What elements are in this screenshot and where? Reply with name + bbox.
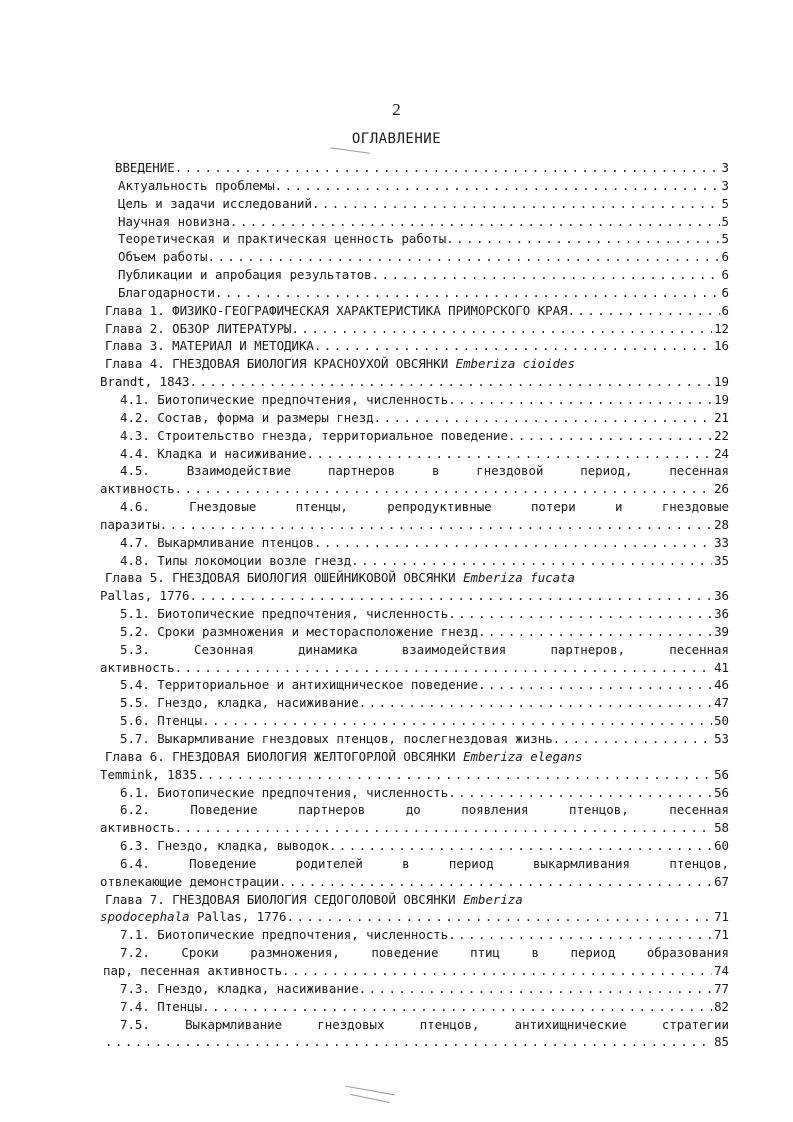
toc-entry[interactable] [100, 213, 729, 231]
toc-entry[interactable] [100, 534, 729, 552]
species-name: Emberiza fucata [463, 570, 575, 586]
toc-entry-text: 4.6. Гнездовые птенцы, репродуктивные потери и гнездовые [120, 499, 729, 515]
toc-entry-text: 6.2. Поведение партнеров до появления птенцов, песенная [120, 802, 729, 818]
toc-entry[interactable] [100, 926, 729, 944]
toc-chapter-3[interactable] [100, 337, 729, 355]
toc-entry-cont[interactable] [100, 819, 729, 837]
toc-entry-page: 3 [721, 177, 729, 193]
toc-entry-text: 6.1. Биотопические предпочтения, численность [120, 784, 449, 800]
toc-entry-text: 5.7. Выкармливание гнездовых птенцов, послегнездовая жизнь [120, 731, 553, 746]
toc-entry[interactable] [100, 676, 729, 694]
toc-entry-page: 5 [721, 231, 729, 247]
toc-entry-text: отвлекающие демонстрации [100, 873, 280, 889]
toc-entry-page: 36 [714, 606, 729, 622]
toc-entry-multiline[interactable] [100, 944, 729, 962]
table-of-contents [100, 159, 729, 1051]
toc-entry-page: 26 [714, 481, 729, 497]
toc-entry-page: 58 [714, 820, 729, 836]
toc-entry-page: 71 [714, 909, 729, 925]
toc-entry[interactable] [100, 712, 729, 730]
toc-chapter-4-cont[interactable] [100, 373, 729, 391]
toc-entry-text: 7.4. Птенцы [120, 998, 203, 1014]
toc-entry-page: 60 [714, 838, 729, 854]
toc-entry-cont[interactable] [100, 516, 729, 534]
toc-entry-text: 4.1. Биотопические предпочтения, численность [120, 391, 449, 407]
toc-entry-text: Temmink, 1835 [100, 766, 197, 782]
toc-entry-page: 74 [714, 962, 729, 978]
toc-entry-text: Благодарности [118, 284, 215, 300]
toc-entry-page: 39 [714, 623, 729, 639]
toc-entry-text: Научная новизна [118, 213, 230, 229]
toc-entry[interactable] [100, 605, 729, 623]
toc-entry-text: 4.8. Типы локомоции возле гнезд [120, 552, 352, 568]
toc-entry-page: 33 [714, 534, 729, 550]
toc-entry-page: 77 [714, 980, 729, 996]
toc-entry-text: Глава 4. ГНЕЗДОВАЯ БИОЛОГИЯ КРАСНОУХОЙ ОВСЯНКИ [105, 356, 449, 372]
toc-entry[interactable] [100, 391, 729, 409]
toc-entry-text: Глава 1. ФИЗИКО-ГЕОГРАФИЧЕСКАЯ ХАРАКТЕРИСТИКА ПРИМОРСКОГО КРАЯ [105, 302, 568, 318]
toc-entry-page: 71 [714, 927, 729, 943]
toc-entry-text: 5.6. Птенцы [120, 713, 203, 729]
toc-entry-text: Pallas, 1776 [197, 909, 287, 925]
toc-entry-text: 5.3. Сезонная динамика взаимодействия партнеров, песенная [120, 641, 729, 657]
toc-entry-page: 6 [721, 249, 729, 265]
toc-chapter-7[interactable] [100, 891, 729, 909]
toc-entry-page: 19 [714, 374, 729, 390]
toc-entry-cont[interactable] [100, 873, 729, 891]
toc-entry-text: 6.3. Гнездо, кладка, выводок [120, 838, 329, 854]
toc-entry-page: 12 [714, 320, 729, 336]
species-name: Emberiza [463, 891, 523, 907]
toc-entry-text: 6.4. Поведение родителей в период выкармливания птенцов, [120, 855, 729, 871]
toc-entry-text: 4.3. Строительство гнезда, территориальное поведение [120, 427, 508, 443]
toc-entry-text: Глава 2. ОБЗОР ЛИТЕРАТУРЫ [105, 320, 292, 336]
toc-chapter-2[interactable] [100, 320, 729, 338]
toc-entry-text: Цель и задачи исследований [118, 195, 312, 211]
toc-chapter-4[interactable] [100, 355, 729, 373]
toc-entry-multiline[interactable] [100, 641, 729, 659]
toc-entry[interactable] [100, 694, 729, 712]
toc-entry-multiline[interactable] [100, 462, 729, 480]
toc-entry-page: 5 [721, 213, 729, 229]
toc-entry-text: Pallas, 1776 [100, 588, 190, 604]
scan-artifact [330, 147, 370, 154]
toc-entry[interactable] [100, 623, 729, 641]
toc-entry-text: 7.5. Выкармливание гнездовых птенцов, антихищнические стратегии [120, 1016, 729, 1032]
toc-chapter-1[interactable] [100, 302, 729, 320]
species-name: Emberiza cioides [455, 356, 575, 372]
toc-chapter-6-cont[interactable] [100, 766, 729, 784]
toc-entry[interactable] [100, 730, 729, 748]
toc-chapter-6[interactable] [100, 748, 729, 766]
toc-entry-page: 85 [714, 1034, 729, 1050]
toc-entry-text: 5.1. Биотопические предпочтения, численность [120, 606, 449, 622]
toc-entry-page: 41 [714, 659, 729, 675]
toc-entry-page: 82 [714, 998, 729, 1014]
toc-entry[interactable] [100, 552, 729, 570]
toc-entry-text: пар, песенная активность [103, 962, 283, 978]
toc-entry-page: 6 [721, 284, 729, 300]
toc-entry-page: 35 [714, 552, 729, 568]
toc-entry-cont[interactable] [100, 962, 729, 980]
toc-entry-text: 4.5. Взаимодействие партнеров в гнездовой период, песенная [120, 463, 729, 479]
toc-entry-text: 5.4. Территориальное и антихищническое поведение [120, 677, 479, 693]
toc-entry[interactable] [100, 998, 729, 1016]
toc-entry-text: 7.3. Гнездо, кладка, насиживание [120, 980, 359, 996]
toc-entry-text: паразиты [100, 516, 160, 532]
species-name: Emberiza elegans [463, 748, 583, 764]
toc-chapter-5[interactable] [100, 569, 729, 587]
toc-entry[interactable] [100, 230, 729, 248]
toc-entry-multiline[interactable] [100, 855, 729, 873]
species-name: spodocephala [100, 909, 190, 925]
toc-chapter-7-cont[interactable] [100, 908, 729, 926]
page-number: 2 [392, 100, 401, 119]
toc-entry-text: Теоретическая и практическая ценность работы [118, 231, 447, 247]
toc-entry-cont[interactable] [100, 480, 729, 498]
toc-entry-page: 28 [714, 516, 729, 532]
toc-entry-text: Объем работы [118, 249, 208, 265]
toc-entry-multiline[interactable] [100, 498, 729, 516]
toc-entry-multiline[interactable] [100, 801, 729, 819]
toc-entry-page: 56 [714, 784, 729, 800]
toc-entry-text: 4.2. Состав, форма и размеры гнезд [120, 409, 374, 425]
toc-entry-text: Глава 3. МАТЕРИАЛ И МЕТОДИКА [105, 338, 314, 354]
toc-entry[interactable] [100, 266, 729, 284]
toc-entry-text: ВВЕДЕНИЕ [115, 160, 175, 175]
toc-entry-page: 21 [714, 409, 729, 425]
toc-entry-page: 56 [714, 766, 729, 782]
toc-entry-page: 47 [714, 695, 729, 711]
toc-entry[interactable] [100, 427, 729, 445]
toc-entry[interactable] [100, 195, 729, 213]
scan-artifact [350, 1094, 389, 1103]
toc-entry[interactable] [100, 980, 729, 998]
toc-entry-page: 53 [714, 731, 729, 746]
toc-entry-page: 67 [714, 873, 729, 889]
toc-entry-text: 7.1. Биотопические предпочтения, численность [120, 927, 449, 943]
toc-entry-text: Глава 5. ГНЕЗДОВАЯ БИОЛОГИЯ ОШЕЙНИКОВОЙ ОВСЯНКИ [105, 570, 456, 586]
toc-entry[interactable] [100, 445, 729, 463]
toc-entry-page: 16 [714, 338, 729, 354]
toc-entry[interactable] [100, 837, 729, 855]
toc-title: ОГЛАВЛЕНИЕ [351, 131, 442, 147]
toc-entry-text: 4.4. Кладка и насиживание [120, 445, 307, 461]
toc-entry-page: 5 [721, 195, 729, 211]
toc-entry-page: 24 [714, 445, 729, 461]
toc-entry-cont[interactable] [100, 1033, 729, 1051]
toc-entry-page: 3 [721, 160, 729, 175]
toc-entry-page: 19 [714, 391, 729, 407]
toc-entry-text: активность [100, 481, 175, 497]
toc-entry[interactable] [100, 409, 729, 427]
toc-entry-page: 36 [714, 588, 729, 604]
toc-entry-text: Глава 7. ГНЕЗДОВАЯ БИОЛОГИЯ СЕДОГОЛОВОЙ ОВСЯНКИ [105, 891, 456, 907]
toc-entry-text: 7.2. Сроки размножения, поведение птиц в период образования [120, 945, 729, 961]
toc-entry-intro[interactable] [100, 159, 729, 177]
toc-entry[interactable] [100, 284, 729, 302]
toc-entry-text: активность [100, 659, 175, 675]
toc-entry[interactable] [100, 177, 729, 195]
toc-entry-page: 50 [714, 713, 729, 729]
toc-entry-page: 6 [721, 267, 729, 283]
toc-entry-page: 46 [714, 677, 729, 693]
toc-entry-text: 5.5. Гнездо, кладка, насиживание [120, 695, 359, 711]
toc-entry-cont[interactable] [100, 659, 729, 677]
toc-entry-text: Публикации и апробация результатов [118, 267, 372, 283]
toc-entry-page: 6 [721, 302, 729, 318]
toc-entry-text: активность [100, 820, 175, 836]
toc-chapter-5-cont[interactable] [100, 587, 729, 605]
toc-entry-text: 4.7. Выкармливание птенцов [120, 534, 314, 550]
toc-entry[interactable] [100, 784, 729, 802]
toc-entry-text: Глава 6. ГНЕЗДОВАЯ БИОЛОГИЯ ЖЕЛТОГОРЛОЙ ОВСЯНКИ [105, 748, 456, 764]
toc-entry-text: Актуальность проблемы [118, 177, 275, 193]
toc-entry-page: 22 [714, 427, 729, 443]
toc-entry-text: 5.2. Сроки размножения и месторасположение гнезд [120, 623, 479, 639]
toc-entry-text: Brandt, 1843 [100, 374, 190, 390]
toc-entry-multiline[interactable] [100, 1016, 729, 1034]
toc-entry[interactable] [100, 248, 729, 266]
